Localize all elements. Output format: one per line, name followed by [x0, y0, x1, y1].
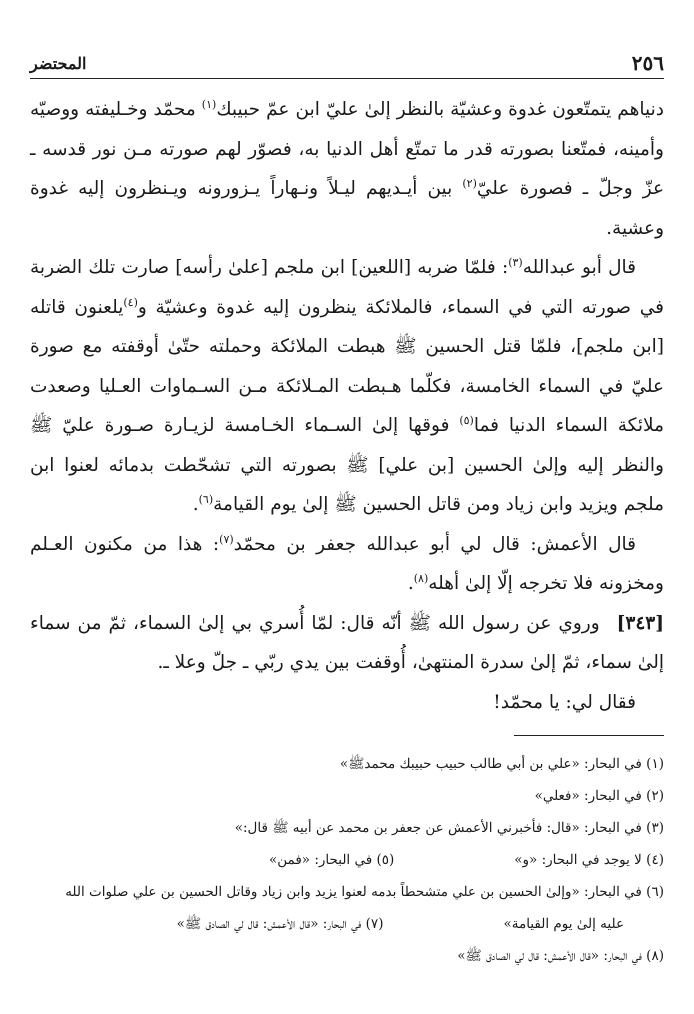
text-line: سماء، ثمّ إلىٰ سدرة المنتهىٰ، أُوقفت بين يدي ربّي ـ جلّ وعلا ـ. — [157, 652, 632, 673]
footnote-2: (٢) في البحار: «فعلي» — [534, 788, 664, 804]
paragraph-5 — [30, 683, 664, 723]
footnote-marker: (٨) — [413, 571, 429, 585]
running-title: المحتضر — [30, 53, 87, 73]
footnote-6-continued: عليه إلىٰ يوم القيامة» — [503, 916, 624, 932]
footnote-7: (٧) في البحار: «قال الأعمش: قال لي الصادق ﷺ» — [176, 916, 384, 932]
text-line: بين أيـديهم ليـلاً ونـهاراً يـزورونه ويـنظرون — [114, 178, 453, 199]
text-line: ووصيّه وأمينه، فمتّعنا بصورته قدر ما تمتّع أهل الدنيا به، فصوّر لهم صورته مـن — [30, 99, 664, 160]
footnote-row-4-5 — [30, 844, 664, 876]
text-line: فوقها إلىٰ السـماء الخـامسة لزيـارة صـورة — [104, 415, 450, 436]
text-line: فقال لي: يا محمّد! — [493, 691, 636, 713]
footnote-marker: (٤) — [123, 295, 138, 309]
paragraph-2: قال أبو عبدالله$^{(٣)}$: فلمّا ضربه [اللعين] ابن ملجم [علىٰ رأسه] صارت تلك الضربة في صورته التي في السماء، فالملائكة ينظرون إليه غدوة وعشيّة و$^{(٤)}$يلعنون قاتله [ابن ملجم]، فلمّا قتل الحسين ﷺ هبطت الملائكة وحملته حتّىٰ أوقفته مع صورة عليّ في السماء الخامسة، فكلّما هـبطت المـلائكة مـن السـماوات العـليا وصعدت ملائكة السماء الدنيا فما$^{(٥)}$ فوقها إلىٰ السـماء الخـامسة لزيـارة صـورة عليّ ﷺ والنظر إليه وإلىٰ الحسين [بن علي] ﷺ بصورته التي تشحّطت بدمائه لعنوا ابن ملجم ويزيد وابن زياد ومن قاتل الحسين ﷺ إلىٰ يوم القيامة$^{(٦)}$. — [30, 255, 664, 515]
text-line: نور قدسه ـ عزّ وجلّ ـ فصورة عليّ — [30, 138, 664, 199]
footnote-3: (٣) في البحار: «قال: فأخبرني الأعمش عن جعفر بن محمد عن أبيه ﷺ قال:» — [234, 820, 664, 836]
text-line: إليه غدوة وعشية. — [30, 178, 664, 239]
text-line: قاتله [ابن ملجم]، فلمّا قتل الحسين ﷺ هبطت الملائكة وحملته حتّىٰ أوقفته مع — [30, 296, 664, 357]
footnote-5: (٥) في البحار: «فمن» — [269, 852, 395, 868]
page-number: ٢٥٦ — [631, 51, 664, 75]
text-line: ومخزونه فلا تخرجه إلّا إلىٰ أهله — [428, 573, 664, 594]
text-line: وصعدت ملائكة السماء الدنيا فما — [30, 375, 664, 436]
footnote-6: (٦) في البحار: «وإلىٰ الحسين بن علي متشحطاً بدمه لعنوا يزيد وابن زياد وقاتل الحسين بن علي صلوات الله — [65, 884, 664, 900]
text-line: عليّ ﷺ والنظر إليه وإلىٰ الحسين [بن علي] ﷺ بصورته التي تشحّطت بدمائه لعنوا — [30, 415, 664, 476]
text-line: محمّد وخـليفته — [85, 99, 196, 120]
text-line: : فلمّا ضربه [اللعين] ابن ملجم [علىٰ رأسه] صارت تلك — [88, 257, 509, 278]
text-line: الضربة في صورته التي في السماء، فالملائكة ينظرون إليه غدوة وعشيّة و — [30, 257, 664, 318]
text-line: صورة عليّ في السماء الخامسة، فكلّما هـبطت المـلائكة مـن السـماوات العـليا — [30, 336, 664, 397]
footnote-4: (٤) لا يوجد في البحار: «و» — [514, 852, 664, 868]
text-line: يلعنون — [74, 296, 124, 318]
footnote-marker: (٢) — [462, 176, 477, 190]
text-line: قال أبو عبدالله — [522, 257, 636, 278]
footnote-marker: (٧) — [219, 532, 234, 546]
footnote-marker: (٦) — [198, 492, 214, 506]
footnote-1: (١) في البحار: «علي بن أبي طالب حبيب حبيبك محمدﷺ» — [339, 756, 664, 772]
footnote-marker: (٣) — [508, 255, 523, 269]
footnote-8: (٨) في البحار: «قال الأعمش: قال لي الصادق ﷺ» — [457, 948, 664, 964]
paragraph-3: قال الأعمش: قال لي أبو عبدالله جعفر بن محمّد$^{(٧)}$: هذا من مكنون العـلم ومخزونه فلا تخرجه إلّا إلىٰ أهله$^{(٨)}$. — [30, 532, 664, 594]
page-header — [30, 48, 664, 79]
main-text — [30, 90, 664, 722]
text-line: دنياهم يتمتّعون غدوة وعشيّة بالنظر إلىٰ عليّ ابن عمّ حبيبك — [216, 99, 664, 120]
footnote-row-6b-7 — [30, 908, 664, 940]
paragraph-4 — [30, 604, 664, 683]
footnote-separator — [514, 735, 664, 736]
footnote-marker: (٥) — [459, 413, 474, 427]
footnotes — [30, 748, 664, 972]
paragraph-1 — [30, 90, 664, 248]
text-line: قال الأعمش: قال لي أبو عبدالله جعفر بن محمّد — [233, 533, 636, 555]
text-line: : هذا من مكنون العـلم — [30, 533, 220, 555]
text-line: وروي عن رسول الله ﷺ أنّه قال: لمّا أُسري بي إلىٰ السماء، ثمّ من سماء إلىٰ — [30, 612, 664, 673]
footnote-marker: (١) — [201, 97, 217, 111]
hadith-number: [٣٤٣] — [616, 612, 664, 634]
text-line: ابن ملجم ويزيد وابن زياد ومن قاتل الحسين ﷺ إلىٰ يوم القيامة — [30, 454, 664, 515]
